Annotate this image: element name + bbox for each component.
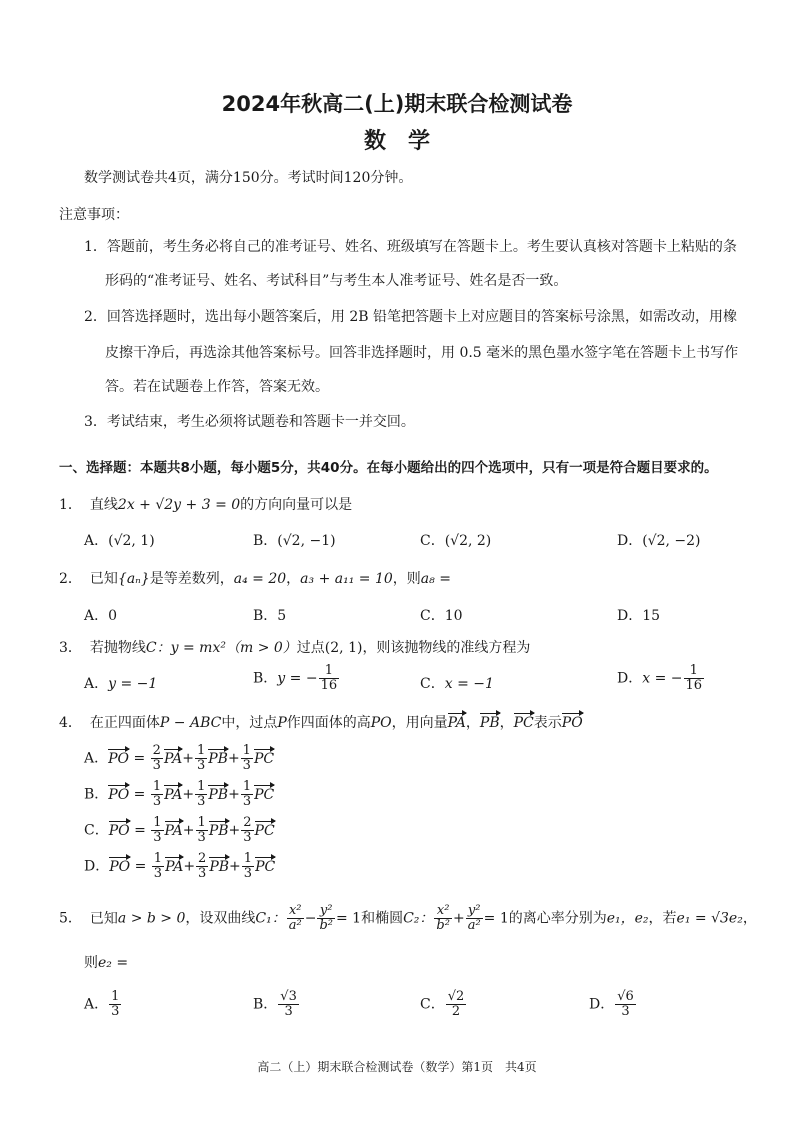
option-d: D．PO = $\frac{1}{3}$ PA+ $\frac{2}{3}$ PB+ $\frac{1}{3}$ PC [84, 851, 276, 881]
option-label: A． [84, 996, 109, 1013]
vector: PC [254, 786, 275, 803]
question-text: 已知 [89, 910, 118, 927]
question-3 [59, 637, 530, 657]
intro-text: 数学测试卷共4页，满分150分。考试时间120分钟。 [84, 170, 413, 186]
question-text: 直线 [89, 497, 118, 513]
equation: 2x + √2y + 3 = 0 [117, 497, 241, 513]
page-title: 2024年秋高二(上)期末联合检测试卷 [221, 92, 573, 116]
condition: （m > 0） [225, 640, 297, 656]
vector: PC [255, 858, 276, 875]
option-label: D． [84, 858, 110, 875]
question-text: 中，过点 [221, 715, 278, 731]
option-label: D． [589, 996, 615, 1013]
option-label: B． [253, 996, 278, 1013]
solid: P − ABC [159, 715, 222, 731]
height: PO [370, 715, 392, 731]
question-5: 5． 已知a > b > 0，设双曲线C₁： $\frac{\text{x²}}{\text{a²}}$ − $\frac{\text{y²}}{\text{b²}}$ = 1和椭圆C₂： $\frac{\text{x²}}{\text{b²}}$ + $\frac{\text{y²}}{\text{a²}}$ = 1的离心率分别为e₁，e₂，若e₁ = √3e₂， [59, 903, 757, 933]
option-label: B． [253, 670, 278, 687]
question-number: 3． [59, 640, 82, 656]
separator: ， [465, 715, 480, 731]
notice-heading: 注意事项： [59, 207, 129, 223]
question-text: 的离心率分别为 [508, 910, 607, 927]
separator: ， [499, 715, 514, 731]
option-b: B． $\frac{√3}{3}$ [253, 989, 297, 1019]
option-d: D．(√2, −2) [617, 533, 701, 549]
vector: PA [164, 822, 183, 839]
vector-po: PO [108, 822, 130, 839]
vector: PC [253, 750, 275, 767]
question-4 [59, 712, 583, 732]
vector-pb: PB [479, 715, 500, 731]
target: a₈ = [420, 571, 451, 587]
fraction-numerator: 1 [684, 664, 705, 679]
question-text: 过点 [296, 640, 325, 656]
question-text: 的方向向量可以是 [240, 497, 353, 513]
option-b: B．5 [253, 608, 287, 624]
relation: e₁ = √3e₂ [676, 910, 743, 927]
question-5-cont [84, 952, 128, 972]
option-d [617, 664, 705, 693]
option-c: C． $\frac{√2}{2}$ [420, 989, 465, 1019]
notice-item-2-cont: 皮擦干净后，再选涂其他答案标号。回答非选择题时，用 0.5 毫米的黑色墨水签字笔在答题卡上书写作 [105, 345, 739, 361]
option-label: A． [84, 676, 109, 692]
vector: PA [163, 750, 183, 767]
question-number: 1． [59, 497, 82, 513]
question-text: ，用向量 [391, 715, 448, 731]
sequence: {aₙ} [117, 571, 150, 587]
option-a: A．(√2, 1) [84, 533, 155, 549]
option-label: B． [84, 786, 109, 803]
hyperbola-label: C₁： [255, 910, 286, 927]
vector-po: PO [109, 858, 131, 875]
vector-pc: PC [513, 715, 534, 731]
fraction-denominator: 16 [320, 678, 338, 693]
option-label: D． [617, 670, 643, 687]
question-text: 和椭圆 [361, 910, 404, 927]
point: P [277, 715, 287, 731]
question-text: 在正四面体 [89, 715, 160, 731]
option-c: C．10 [420, 608, 463, 624]
option-c [420, 673, 494, 693]
condition: a₄ = 20 [233, 571, 287, 587]
section-heading: 一、选择题：本题共8小题，每小题5分，共40分。在每小题给出的四个选项中，只有一项是符合题目要求的。 [59, 460, 718, 476]
option-value: y = − [277, 670, 318, 687]
option-value: y = −1 [108, 676, 158, 692]
option-d: D．15 [617, 608, 661, 624]
question-number: 5． [59, 910, 82, 927]
vector: PA [164, 786, 183, 803]
option-a [84, 673, 157, 693]
question-text: 表示 [533, 715, 562, 731]
point: (2, 1) [324, 640, 363, 656]
vector-po: PO [108, 750, 130, 767]
option-b: B．(√2, −1) [253, 533, 336, 549]
option-value: x = −1 [444, 676, 494, 692]
option-a: A． $\frac{1}{3}$ [84, 989, 120, 1019]
vector-pa: PA [447, 715, 466, 731]
question-text: 则 [84, 955, 98, 971]
separator: ， [286, 571, 301, 587]
page-footer: 高二（上）期末联合检测试卷（数学）第1页 共4页 [257, 1060, 537, 1074]
question-text: 已知 [89, 571, 118, 587]
notice-item-1: 1．答题前，考生务必将自己的准考证号、姓名、班级填写在答题卡上。考生要认真核对答题卡上粘贴的条 [84, 239, 737, 255]
separator: ， [742, 910, 757, 927]
vector-po: PO [561, 715, 583, 731]
question-number: 2． [59, 571, 82, 587]
option-label: A． [84, 750, 109, 767]
vector: PB [209, 858, 230, 875]
notice-item-2: 2．回答选择题时，选出每小题答案后，用 2B 铅笔把答题卡上对应题目的答案标号涂黑，如需改动，用橡 [84, 309, 738, 325]
option-value: x = − [642, 670, 683, 687]
fraction-denominator: 16 [685, 678, 703, 693]
question-text: ，则该抛物线的准线方程为 [362, 640, 531, 656]
option-label: C． [84, 822, 109, 839]
vector-po: PO [108, 786, 130, 803]
question-text: ，若 [648, 910, 677, 927]
option-a: A．0 [84, 608, 118, 624]
question-text: 若抛物线 [89, 640, 146, 656]
notice-item-3: 3．考试结束，考生必须将试题卷和答题卡一并交回。 [84, 414, 415, 430]
condition: a > b > 0 [117, 910, 186, 927]
fraction-numerator: 1 [319, 664, 340, 679]
question-1 [59, 494, 352, 514]
option-label: C． [420, 996, 445, 1013]
question-text: ，则 [392, 571, 421, 587]
option-label: C． [420, 676, 445, 692]
subject-title: 数学 [363, 129, 452, 154]
vector: PC [254, 822, 275, 839]
notice-item-1-cont: 形码的“准考证号、姓名、考试科目”与考生本人准考证号、姓名是否一致。 [105, 273, 568, 289]
option-b: B．PO = $\frac{1}{3}$ PA+ $\frac{1}{3}$ PB+ $\frac{1}{3}$ PC [84, 779, 275, 809]
vector: PA [165, 858, 184, 875]
question-2 [59, 568, 451, 588]
option-c: C．(√2, 2) [420, 533, 492, 549]
eccentricities: e₁，e₂ [606, 910, 649, 927]
ellipse-label: C₂： [403, 910, 434, 927]
condition: a₃ + a₁₁ = 10 [300, 571, 393, 587]
question-text: 是等差数列， [149, 571, 234, 587]
vector: PB [208, 786, 229, 803]
option-c: C．PO = $\frac{1}{3}$ PA+ $\frac{1}{3}$ PB+ $\frac{2}{3}$ PC [84, 815, 275, 845]
target: e₂ = [98, 955, 129, 971]
option-d: D． $\frac{√6}{3}$ [589, 989, 634, 1019]
question-number: 4． [59, 715, 82, 731]
curve: C：y = mx² [145, 640, 226, 656]
question-text: 作四面体的高 [286, 715, 371, 731]
vector: PB [208, 822, 229, 839]
notice-item-2-cont2: 答。若在试题卷上作答，答案无效。 [105, 379, 329, 395]
option-b [253, 664, 340, 693]
option-a: A．PO = $\frac{2}{3}$ PA+ $\frac{1}{3}$ PB+ $\frac{1}{3}$ PC [84, 743, 275, 773]
question-text: ，设双曲线 [185, 910, 256, 927]
vector: PB [208, 750, 228, 767]
